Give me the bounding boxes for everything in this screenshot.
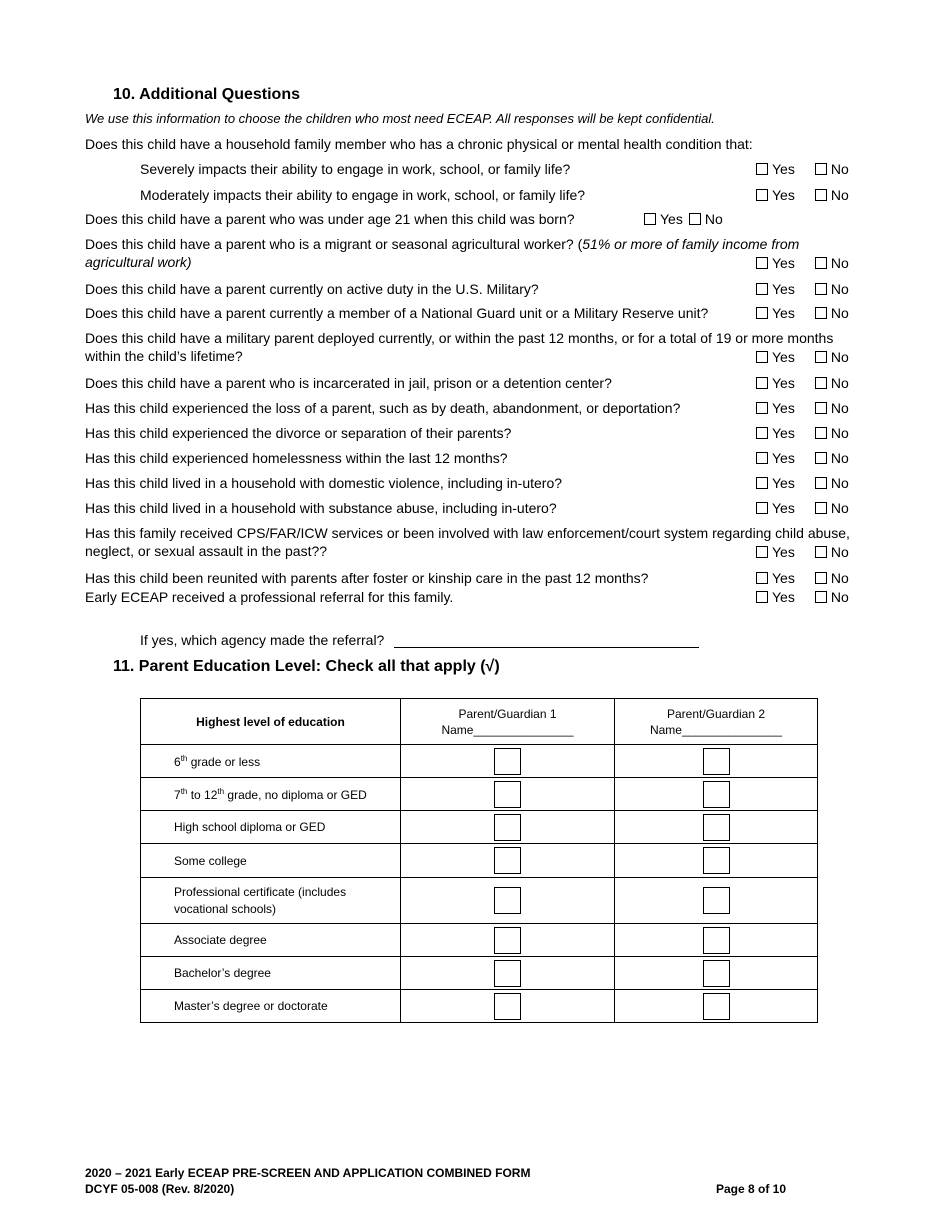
- no-checkbox[interactable]: [815, 477, 827, 489]
- no-checkbox[interactable]: [815, 307, 827, 319]
- guardian-1-header: Parent/Guardian 1 Name_______________: [401, 699, 615, 745]
- yes-checkbox[interactable]: [756, 572, 768, 584]
- section-10-intro: We use this information to choose the children who most need ECEAP. All responses will be kept confidential.: [85, 111, 715, 126]
- no-checkbox[interactable]: [815, 502, 827, 514]
- yes-checkbox[interactable]: [756, 283, 768, 295]
- no-checkbox[interactable]: [815, 189, 827, 201]
- yes-no-referral: Yes No: [756, 589, 849, 605]
- yes-checkbox[interactable]: [756, 402, 768, 414]
- yes-no-homelessness: Yes No: [756, 450, 849, 466]
- guardian-1-checkbox[interactable]: [494, 960, 521, 987]
- no-checkbox[interactable]: [815, 377, 827, 389]
- guardian-2-checkbox[interactable]: [703, 993, 730, 1020]
- guardian-2-checkbox[interactable]: [703, 960, 730, 987]
- education-row-label: 6th grade or less: [141, 745, 401, 778]
- question-moderately: Moderately impacts their ability to engage in work, school, or family life?: [140, 187, 586, 203]
- guardian-2-checkbox[interactable]: [703, 781, 730, 808]
- education-row-label: Some college: [141, 844, 401, 878]
- question-migrant: Does this child have a parent who is a migrant or seasonal agricultural worker? (51% or more of family income from: [85, 236, 800, 252]
- guardian-1-checkbox[interactable]: [494, 814, 521, 841]
- yes-no-cps-services: Yes No: [756, 544, 849, 560]
- education-row-label: Master’s degree or doctorate: [141, 990, 401, 1023]
- yes-checkbox[interactable]: [756, 189, 768, 201]
- no-checkbox[interactable]: [689, 213, 701, 225]
- yes-checkbox[interactable]: [756, 452, 768, 464]
- footer-form-number: DCYF 05-008 (Rev. 8/2020): [85, 1182, 235, 1196]
- guardian-2-checkbox[interactable]: [703, 927, 730, 954]
- yes-no-deployed: Yes No: [756, 349, 849, 365]
- question-cps-services-cont: neglect, or sexual assault in the past??: [85, 543, 328, 559]
- education-row-label: Professional certificate (includes vocational schools): [141, 878, 401, 924]
- guardian-1-checkbox[interactable]: [494, 887, 521, 914]
- question-cps-services: Has this family received CPS/FAR/ICW services or been involved with law enforcement/court system regarding child abuse,: [85, 525, 850, 541]
- question-migrant-cont: agricultural work): [85, 254, 192, 270]
- question-loss-of-parent: Has this child experienced the loss of a parent, such as by death, abandonment, or deportation?: [85, 400, 681, 416]
- yes-checkbox[interactable]: [756, 351, 768, 363]
- question-substance-abuse: Has this child lived in a household with substance abuse, including in-utero?: [85, 500, 557, 516]
- yes-no-divorce: Yes No: [756, 425, 849, 441]
- question-deployed-cont: within the child’s lifetime?: [85, 348, 243, 364]
- yes-checkbox[interactable]: [756, 307, 768, 319]
- question-divorce: Has this child experienced the divorce or separation of their parents?: [85, 425, 512, 441]
- yes-checkbox[interactable]: [756, 502, 768, 514]
- yes-no-active-duty: Yes No: [756, 281, 849, 297]
- no-checkbox[interactable]: [815, 163, 827, 175]
- guardian-2-checkbox[interactable]: [703, 748, 730, 775]
- yes-checkbox[interactable]: [644, 213, 656, 225]
- no-checkbox[interactable]: [815, 591, 827, 603]
- yes-no-parent-under-21: Yes No: [644, 211, 723, 227]
- section-11-title: 11. Parent Education Level: Check all that apply (√): [113, 658, 500, 675]
- yes-checkbox[interactable]: [756, 477, 768, 489]
- referral-agency-label: If yes, which agency made the referral?: [140, 632, 385, 648]
- question-referral: Early ECEAP received a professional referral for this family.: [85, 589, 454, 605]
- yes-no-severely: Yes No: [756, 161, 849, 177]
- yes-checkbox[interactable]: [756, 546, 768, 558]
- household-question-lead: Does this child have a household family member who has a chronic physical or mental health condition that:: [85, 136, 753, 152]
- question-reunited: Has this child been reunited with parents after foster or kinship care in the past 12 months?: [85, 570, 649, 586]
- yes-no-incarcerated: Yes No: [756, 375, 849, 391]
- guardian-1-checkbox[interactable]: [494, 993, 521, 1020]
- yes-no-reunited: Yes No: [756, 570, 849, 586]
- no-checkbox[interactable]: [815, 257, 827, 269]
- education-row-label: High school diploma or GED: [141, 811, 401, 844]
- guardian-1-checkbox[interactable]: [494, 847, 521, 874]
- yes-no-substance-abuse: Yes No: [756, 500, 849, 516]
- no-checkbox[interactable]: [815, 427, 827, 439]
- question-domestic-violence: Has this child lived in a household with domestic violence, including in-utero?: [85, 475, 563, 491]
- education-row-label: Bachelor’s degree: [141, 957, 401, 990]
- guardian-1-checkbox[interactable]: [494, 748, 521, 775]
- education-row-label: Associate degree: [141, 924, 401, 957]
- question-parent-under-21: Does this child have a parent who was under age 21 when this child was born?: [85, 211, 575, 227]
- no-checkbox[interactable]: [815, 351, 827, 363]
- question-severely: Severely impacts their ability to engage in work, school, or family life?: [140, 161, 571, 177]
- yes-checkbox[interactable]: [756, 377, 768, 389]
- yes-no-domestic-violence: Yes No: [756, 475, 849, 491]
- education-row-label: 7th to 12th grade, no diploma or GED: [141, 778, 401, 811]
- guardian-2-checkbox[interactable]: [703, 847, 730, 874]
- guardian-2-checkbox[interactable]: [703, 887, 730, 914]
- yes-no-moderately: Yes No: [756, 187, 849, 203]
- question-national-guard: Does this child have a parent currently a member of a National Guard unit or a Military Reserve unit?: [85, 305, 709, 321]
- guardian-1-checkbox[interactable]: [494, 781, 521, 808]
- question-deployed: Does this child have a military parent deployed currently, or within the past 12 months, or for a total of 19 or more months: [85, 330, 834, 346]
- no-checkbox[interactable]: [815, 452, 827, 464]
- section-10-title: 10. Additional Questions: [113, 86, 300, 103]
- question-incarcerated: Does this child have a parent who is incarcerated in jail, prison or a detention center?: [85, 375, 612, 391]
- footer-form-title: 2020 – 2021 Early ECEAP PRE-SCREEN AND APPLICATION COMBINED FORM: [85, 1166, 531, 1180]
- question-homelessness: Has this child experienced homelessness within the last 12 months?: [85, 450, 508, 466]
- guardian-2-header: Parent/Guardian 2 Name_______________: [615, 699, 818, 745]
- yes-checkbox[interactable]: [756, 591, 768, 603]
- education-table: [140, 698, 818, 1023]
- education-column-header: Highest level of education: [141, 699, 401, 745]
- yes-no-migrant: Yes No: [756, 255, 849, 271]
- footer-page-number: Page 8 of 10: [716, 1182, 787, 1196]
- yes-no-loss-of-parent: Yes No: [756, 400, 849, 416]
- no-checkbox[interactable]: [815, 546, 827, 558]
- yes-checkbox[interactable]: [756, 257, 768, 269]
- guardian-1-checkbox[interactable]: [494, 927, 521, 954]
- no-checkbox[interactable]: [815, 283, 827, 295]
- yes-checkbox[interactable]: [756, 427, 768, 439]
- question-active-duty: Does this child have a parent currently on active duty in the U.S. Military?: [85, 281, 539, 297]
- no-checkbox[interactable]: [815, 572, 827, 584]
- yes-checkbox[interactable]: [756, 163, 768, 175]
- no-checkbox[interactable]: [815, 402, 827, 414]
- referral-agency-input[interactable]: [394, 647, 699, 648]
- guardian-2-checkbox[interactable]: [703, 814, 730, 841]
- yes-no-national-guard: Yes No: [756, 305, 849, 321]
